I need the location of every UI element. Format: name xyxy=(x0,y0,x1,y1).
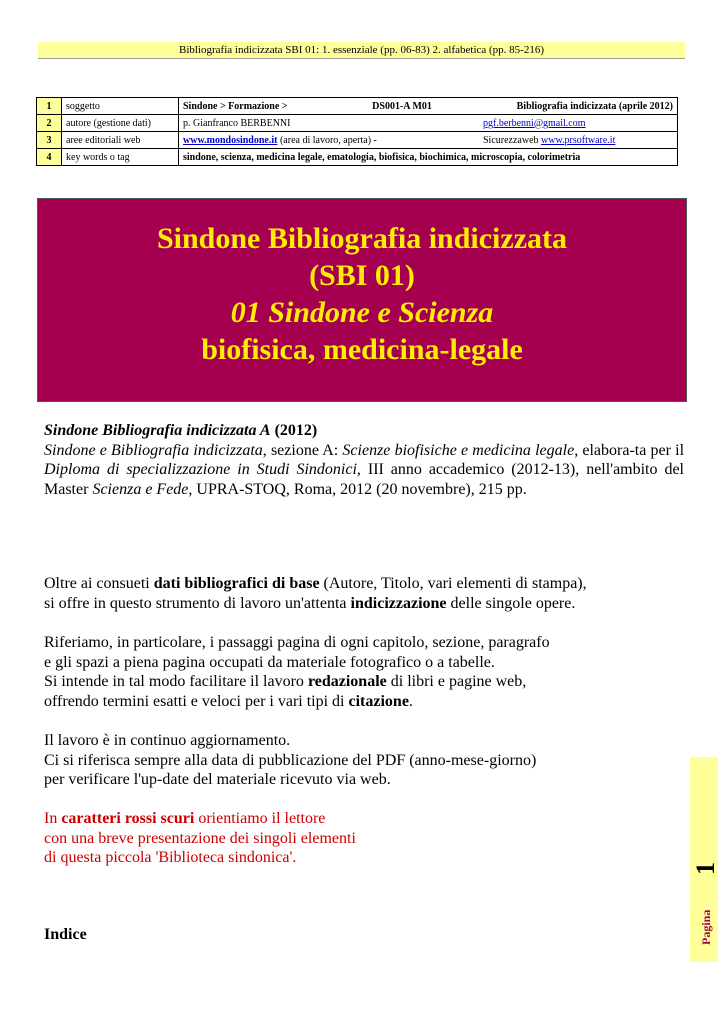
row-label: aree editoriali web xyxy=(62,132,179,149)
title-line: Sindone Bibliografia indicizzata xyxy=(156,222,568,255)
intro-paragraph: Sindone e Bibliografia indicizzata, sezione A: Scienze biofisiche e medicina legale, elabora-ta per il Diploma di specializzazione in Studi Sindonici, III anno accademico (2012-13), nell'ambito del Master Scienza e Fede, UPRA-STOQ, Roma, 2012 (20 novembre), 215 pp. xyxy=(44,441,685,498)
table-row xyxy=(37,115,678,132)
table-row xyxy=(37,98,678,115)
author-name: p. Gianfranco BERBENNI xyxy=(183,117,291,129)
intro-section xyxy=(44,421,684,499)
metadata-table xyxy=(36,97,678,166)
security-label: Sicurezzaweb xyxy=(483,134,539,146)
subject-path: Sindone > Formazione > xyxy=(183,100,288,112)
row-value xyxy=(179,98,678,115)
paragraph-basics: Oltre ai consueti dati bibliografici di base (Autore, Titolo, vari elementi di stampa), si offre in questo strumento di lavoro un'attenta indicizzazione delle singole opere. xyxy=(44,575,587,612)
table-row xyxy=(37,132,678,149)
title-banner xyxy=(37,198,687,402)
title-line: biofisica, medicina-legale xyxy=(201,333,523,366)
page-label: Pagina xyxy=(699,909,713,945)
keywords-value: sindone, scienza, medicina legale, ematologia, biofisica, biochimica, microscopia, colorimetria xyxy=(179,149,678,166)
document-code: DS001-A M01 xyxy=(372,100,432,112)
security-link[interactable]: www.prsoftware.it xyxy=(541,134,616,146)
paragraph-red-note: In caratteri rossi scuri orientiamo il lettore con una breve presentazione dei singoli elementi di questa piccola 'Biblioteca sindonica'. xyxy=(44,810,356,866)
title-line: (SBI 01) xyxy=(309,259,415,292)
page-number: 1 xyxy=(691,862,720,875)
paragraph-references: Riferiamo, in particolare, i passaggi pagina di ogni capitolo, sezione, paragrafo e gli spazi a piena pagina occupati da materiale fotografico o a tabelle. Si intende in tal modo facilitare il lavoro redazionale di libri e pagine web, offrendo termini esatti e veloci per i vari tipi di citazione. xyxy=(44,634,550,710)
row-label: autore (gestione dati) xyxy=(62,115,179,132)
index-heading: Indice xyxy=(44,926,87,943)
website-link[interactable]: www.mondosindone.it xyxy=(183,134,278,146)
intro-title: Sindone Bibliografia indicizzata A (2012) xyxy=(44,422,318,439)
row-number: 3 xyxy=(37,132,62,149)
row-value xyxy=(179,132,678,149)
row-number: 1 xyxy=(37,98,62,115)
table-row xyxy=(37,149,678,166)
row-number: 2 xyxy=(37,115,62,132)
running-header: Bibliografia indicizzata SBI 01: 1. essenziale (pp. 06-83) 2. alfabetica (pp. 85-216) xyxy=(38,42,685,59)
email-link[interactable]: pgf.berbenni@gmail.com xyxy=(483,117,586,129)
title-line: 01 Sindone e Scienza xyxy=(230,296,494,329)
row-number: 4 xyxy=(37,149,62,166)
row-label: key words o tag xyxy=(62,149,179,166)
edition-label: Bibliografia indicizzata (aprile 2012) xyxy=(516,100,673,112)
row-value xyxy=(179,115,678,132)
paragraph-updates: Il lavoro è in continuo aggiornamento. Ci si riferisca sempre alla data di pubblicazione del PDF (anno-mese-giorno) per verificare l'up-date del materiale ricevuto via web. xyxy=(44,732,537,788)
row-label: soggetto xyxy=(62,98,179,115)
website-note: (area di lavoro, aperta) - xyxy=(279,134,377,146)
